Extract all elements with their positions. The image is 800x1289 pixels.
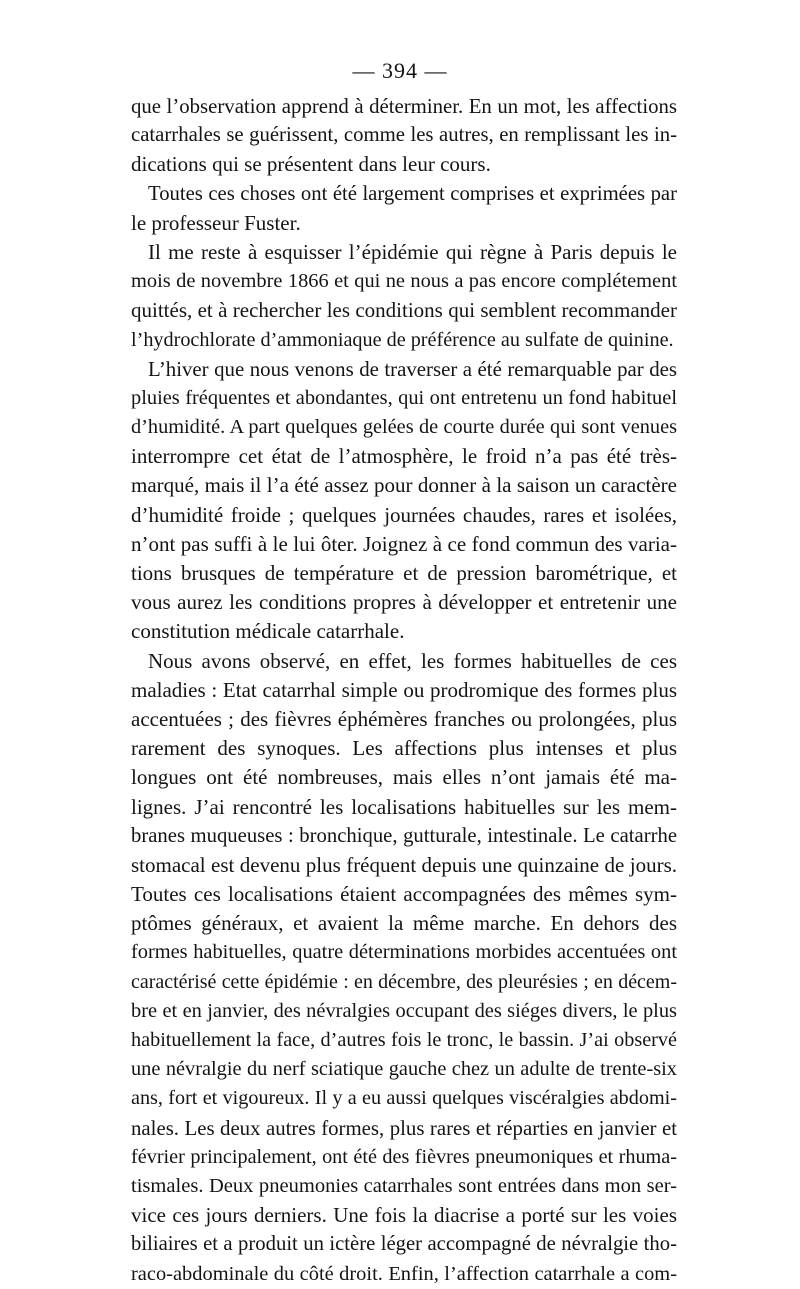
text-line: ans, fort et vigoureux. Il y a eu aussi quelques viscéralgies abdomi- [131, 1087, 677, 1110]
text-line: lignes. J’ai rencontré les localisations habituelles sur les mem- [131, 794, 677, 819]
text-line: caractérisé cette épidémie : en décembre, des pleurésies ; en décem- [131, 970, 677, 993]
text-line: habituellement la face, d’autres fois le tronc, le bassin. J’ai observé [131, 1029, 677, 1051]
text-line: bre et en janvier, des névralgies occupant des siéges divers, le plus [131, 999, 677, 1022]
text-line: Il me reste à esquisser l’épidémie qui règne à Paris depuis le [148, 239, 677, 264]
text-line: tismales. Deux pneumonies catarrhales sont entrées dans mon ser- [131, 1174, 677, 1197]
text-line: d’humidité. A part quelques gelées de courte durée qui sont venues [131, 416, 677, 439]
text-line: l’hydrochlorate d’ammoniaque de préférence au sulfate de quinine. [131, 328, 674, 351]
text-line: Toutes ces choses ont été largement comprises et exprimées par [148, 182, 677, 205]
text-line: n’ont pas suffi à le lui ôter. Joignez à ce fond commun des varia- [131, 531, 677, 556]
text-line: formes habituelles, quatre déterminations morbides accentuées ont [131, 941, 677, 964]
text-line: vice ces jours derniers. Une fois la diacrise a porté sur les voies [131, 1203, 677, 1228]
text-line: février principalement, ont été des fièvres pneumoniques et rhuma- [131, 1145, 677, 1168]
text-line: une névralgie du nerf sciatique gauche chez un adulte de trente-six [131, 1058, 677, 1081]
text-line: nales. Les deux autres formes, plus rares et réparties en janvier et [131, 1115, 677, 1140]
page-number: — 394 — [352, 58, 448, 83]
text-line: Toutes ces localisations étaient accompagnées des mêmes sym- [131, 882, 677, 907]
text-line: accentuées ; des fièvres éphémères franches ou prolongées, plus [131, 706, 677, 731]
text-line: quittés, et à rechercher les conditions qui semblent recommander [131, 298, 677, 323]
text-line: raco-abdominale du côté droit. Enfin, l’affection catarrhale a com- [131, 1262, 677, 1285]
text-line: catarrhales se guérissent, comme les autres, en remplissant les in- [131, 124, 677, 147]
body-text [131, 92, 677, 1289]
text-line: dications qui se présentent dans leur cours. [131, 152, 491, 177]
text-line: le professeur Fuster. [131, 210, 301, 235]
text-line: branes muqueuses : bronchique, gutturale, intestinale. Le catarrhe [131, 824, 677, 847]
text-line: d’humidité froide ; quelques journées chaudes, rares et isolées, [131, 502, 677, 527]
text-line: marqué, mais il l’a été assez pour donner à la saison un caractère [131, 473, 677, 498]
text-line: stomacal est devenu plus fréquent depuis une quinzaine de jours. [131, 852, 677, 877]
text-line: biliaires et a produit un ictère léger accompagné de névralgie tho- [131, 1233, 677, 1256]
text-line: vous aurez les conditions propres à développer et entretenir une [131, 590, 677, 615]
text-line: que l’observation apprend à déterminer. En un mot, les affections [131, 94, 677, 118]
text-line: longues ont été nombreuses, mais elles n’ont jamais été ma- [131, 765, 677, 790]
text-line: rarement des synoques. Les affections plus intenses et plus [131, 736, 677, 761]
text-line: maladies : Etat catarrhal simple ou prodromique des formes plus [131, 677, 677, 702]
text-line: mois de novembre 1866 et qui ne nous a pas encore complétement [131, 270, 677, 293]
text-line: ptômes généraux, et avaient la même marche. En dehors des [131, 911, 677, 936]
text-line: Nous avons observé, en effet, les formes habituelles de ces [148, 648, 677, 673]
text-line: interrompre cet état de l’atmosphère, le froid n’a pas été très- [131, 444, 677, 469]
text-line: pluies fréquentes et abondantes, qui ont entretenu un fond habituel [131, 386, 677, 409]
text-line: tions brusques de température et de pression barométrique, et [131, 561, 677, 585]
text-line: L’hiver que nous venons de traverser a été remarquable par des [148, 356, 677, 381]
text-line: constitution médicale catarrhale. [131, 619, 405, 644]
